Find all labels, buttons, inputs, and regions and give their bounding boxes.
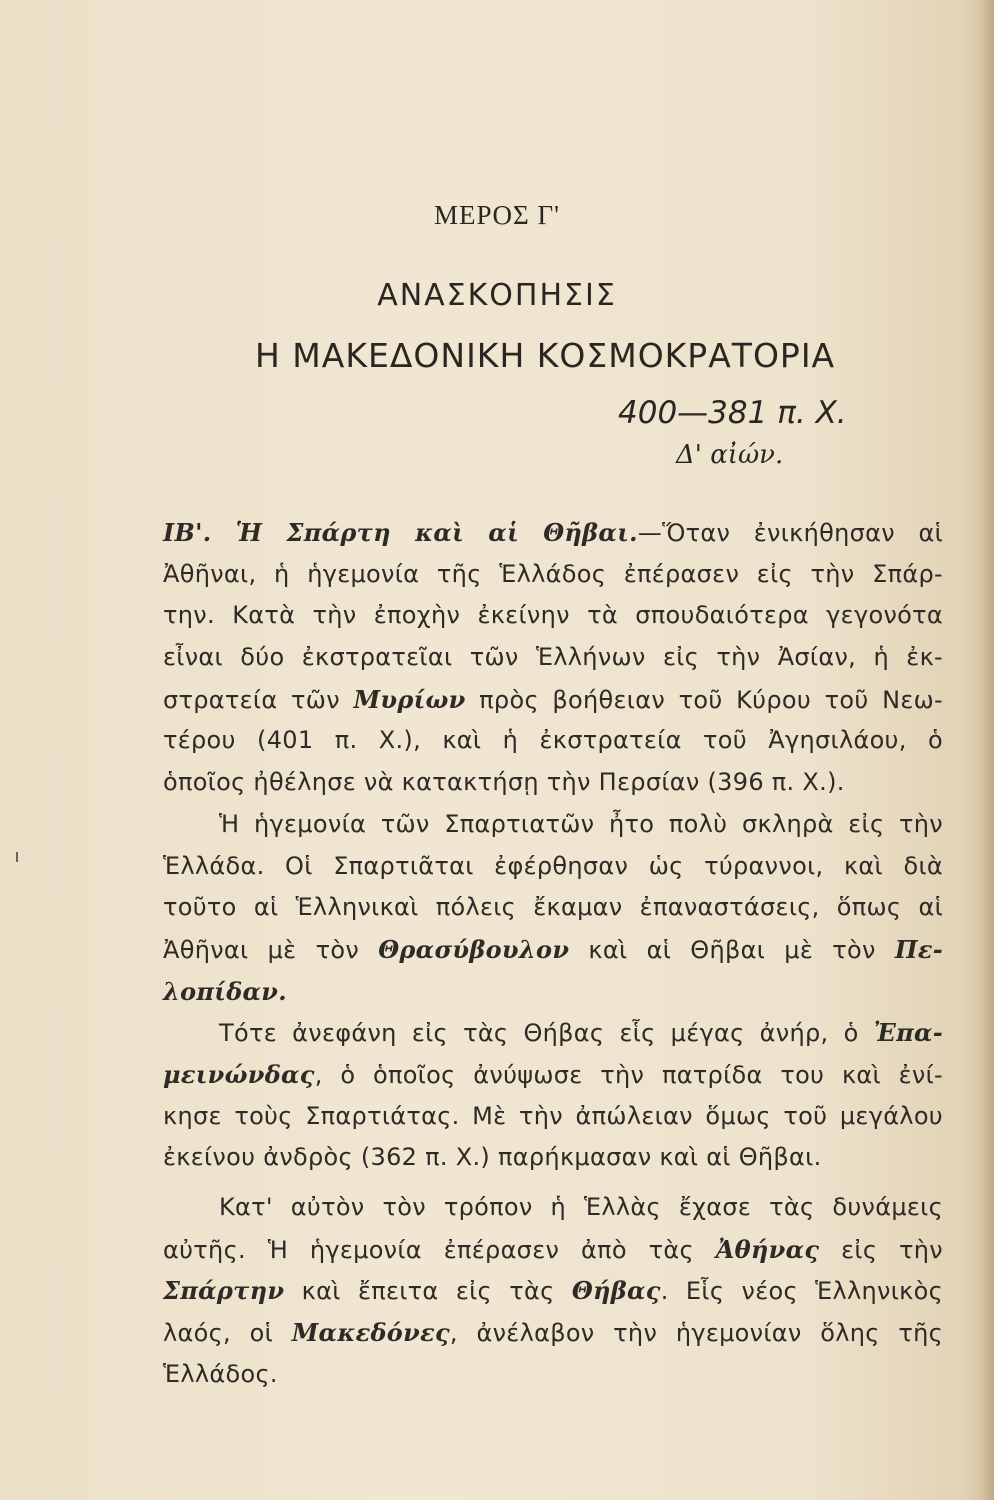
date-range: 400—381 π. Χ.: [618, 395, 847, 431]
text-span: , ὁ ὁποῖος ἀνύψωσε τὴν πατρίδα του καὶ ἐνί-: [314, 1060, 943, 1089]
text-span: εἰς τὴν: [819, 1235, 943, 1264]
emphasis-text: Ἐπα-: [873, 1018, 943, 1048]
margin-mark: [16, 852, 18, 862]
text-span: καὶ αἱ Θῆβαι μὲ τὸν: [569, 935, 895, 964]
text-line: [163, 1312, 943, 1354]
text-span: Ἀθῆναι, ἡ ἡγεμονία τῆς Ἑλλάδος ἐπέρασεν εἰς τὴν Σπάρ-: [163, 559, 943, 588]
emphasis-text: Σπάρτην: [163, 1276, 285, 1306]
review-heading: ΑΝΑΣΚΟΠΗΣΙΣ: [377, 278, 617, 313]
text-span: κησε τοὺς Σπαρτιάτας. Μὲ τὴν ἀπώλειαν ὅμως τοῦ μεγάλου: [163, 1101, 943, 1130]
text-line: [163, 637, 943, 679]
text-span: εἶναι δύο ἐκστρατεῖαι τῶν Ἑλλήνων εἰς τὴν Ἀσίαν, ἡ ἐκ-: [163, 643, 943, 672]
text-span: Κατ' αὐτὸν τὸν τρόπον ἡ Ἑλλὰς ἔχασε τὰς δυνάμεις: [219, 1193, 943, 1221]
text-span: Ἀθῆναι μὲ τὸν: [163, 935, 379, 964]
text-span: ὁποῖος ἠθέλησε νὰ κατακτήσῃ τὴν Περσίαν (396 π. Χ.).: [163, 768, 845, 797]
text-line: [163, 1096, 943, 1138]
text-span: Ἑλλάδα. Οἱ Σπαρτιᾶται ἐφέρθησαν ὡς τύραννοι, καὶ διὰ: [163, 851, 943, 880]
text-span: Τότε ἀνεφάνη εἰς τὰς Θήβας εἷς μέγας ἀνήρ, ὁ: [219, 1019, 874, 1048]
text-span: την. Κατὰ τὴν ἐποχὴν ἐκείνην τὰ σπουδαιότερα γεγονότα: [163, 601, 943, 630]
emphasis-text: Μακεδόνες: [291, 1318, 450, 1348]
emphasis-text: Θρασύβουλον: [378, 934, 570, 964]
text-span: πρὸς βοήθειαν τοῦ Κύρου τοῦ Νεω-: [465, 685, 943, 714]
text-line: [163, 887, 943, 929]
text-span: ἐκείνου ἀνδρὸς (362 π. Χ.) παρήκμασαν καὶ αἱ Θῆβαι.: [163, 1143, 822, 1172]
text-span: Ἡ ἡγεμονία τῶν Σπαρτιατῶν ἦτο πολὺ σκληρὰ εἰς τὴν: [219, 809, 943, 838]
text-line: [163, 971, 943, 1013]
text-span: Ἑλλάδος.: [163, 1359, 278, 1388]
text-span: τοῦτο αἱ Ἑλληνικαὶ πόλεις ἔκαμαν ἐπαναστάσεις, ὅπως αἱ: [163, 893, 943, 922]
text-span: λαός, οἱ: [163, 1319, 292, 1348]
text-span: —Ὅταν ἐνικήθησαν αἱ: [637, 519, 943, 547]
emphasis-text: ΙΒ'.: [163, 518, 236, 547]
body-text: [163, 512, 943, 1395]
part-heading: ΜΕΡΟΣ Γ': [434, 200, 560, 230]
text-span: αὐτῆς. Ἡ ἡγεμονία ἐπέρασεν ἀπὸ τὰς: [163, 1235, 716, 1264]
emphasis-text: Ἡ Σπάρτη καὶ αἱ Θῆβαι.: [235, 518, 638, 547]
emphasis-text: μεινώνδας: [163, 1059, 315, 1089]
chapter-title: Η ΜΑΚΕΔΟΝΙΚΗ ΚΟΣΜΟΚΡΑΤΟΡΙΑ: [255, 336, 836, 375]
text-span: . Εἷς νέος Ἑλληνικὸς: [660, 1277, 943, 1306]
text-line: [163, 679, 943, 721]
century-label: Δ' αἰών.: [676, 440, 784, 470]
text-line: [163, 1229, 943, 1271]
text-line: [163, 1012, 943, 1054]
text-span: τέρου (401 π. Χ.), καὶ ἡ ἐκστρατεία τοῦ Ἀγησιλάου, ὁ: [163, 726, 943, 755]
text-line: [163, 846, 943, 888]
emphasis-text: Ἀθήνας: [715, 1234, 820, 1264]
text-line: [163, 554, 943, 596]
text-line: [163, 804, 943, 846]
text-line: [163, 1187, 943, 1229]
text-line: [163, 595, 943, 637]
emphasis-text: Μυρίων: [353, 684, 466, 714]
text-line: [163, 1354, 943, 1396]
text-span: καὶ ἔπειτα εἰς τὰς: [284, 1277, 572, 1306]
text-line: [163, 1270, 943, 1312]
text-line: [163, 1054, 943, 1096]
text-line: [163, 929, 943, 971]
text-span: , ἀνέλαβον τὴν ἡγεμονίαν ὅλης τῆς: [449, 1319, 943, 1348]
emphasis-text: Πε-: [894, 934, 943, 964]
text-span: στρατεία τῶν: [163, 685, 354, 714]
emphasis-text: λοπίδαν.: [163, 976, 287, 1006]
text-line: [163, 512, 943, 554]
text-line: [163, 762, 943, 804]
text-line: [163, 720, 943, 762]
emphasis-text: Θήβας: [571, 1276, 661, 1306]
text-line: [163, 1137, 943, 1179]
